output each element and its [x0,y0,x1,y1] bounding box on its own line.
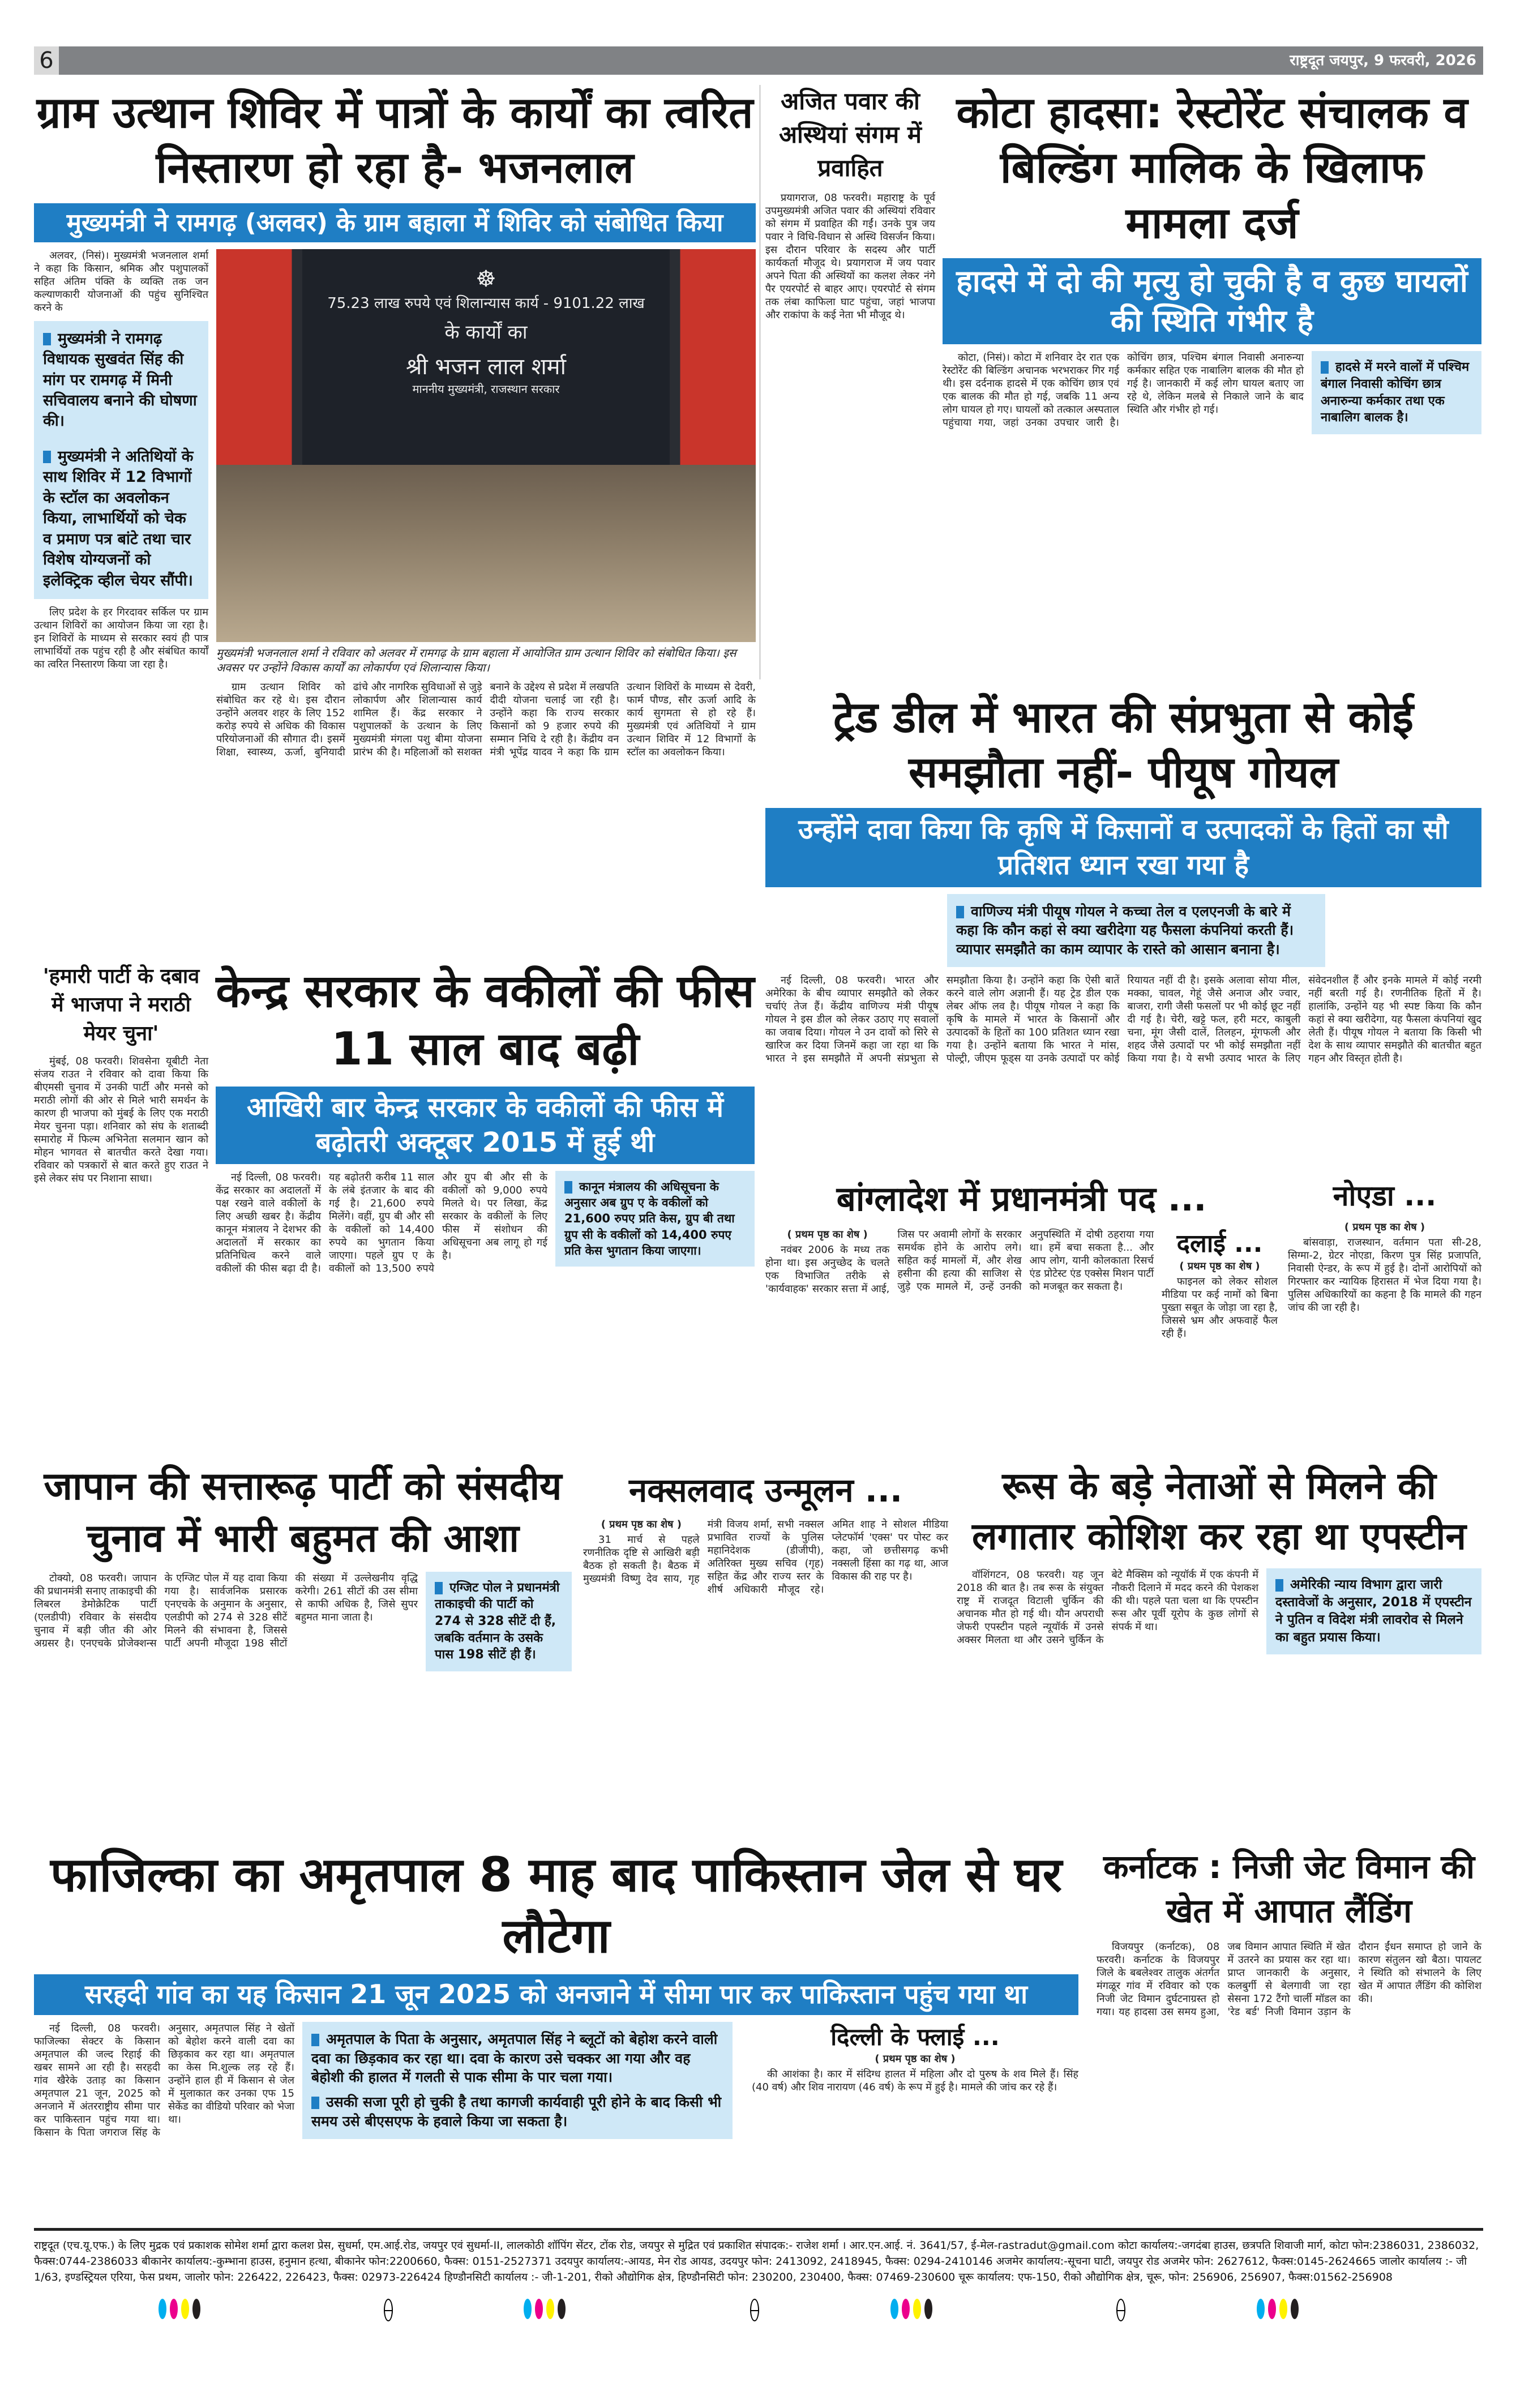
story2-body: प्रयागराज, 08 फरवरी। महाराष्ट्र के पूर्व उपमुख्यमंत्री अजित पवार की अस्थियां रविवार को संगम में प्रवाहित की गईं। उनके पुत्र जय पवार ने विधि-विधान से अस्थि विसर्जन किया। इस दौरान परिवार के सदस्य और पार्टी कार्यकर्ता मौजूद थे। प्रयागराज में जय पवार अपने पिता की अस्थियों का कलश लेकर नंगे पैर एयरपोर्ट से बाहर आए। एयरपोर्ट से संगम तक लंबा काफिला घाट पहुंचा, जहां भाजपा और राकांपा के कई नेता भी मौजूद थे। [765,192,935,322]
bullet-icon [43,333,51,345]
story2 [765,85,935,322]
story13-highlight-box: अमृतपाल के पिता के अनुसार, अमृतपाल सिंह ने ब्लूटों को बेहोश करने वाली दवा का छिड़काव कर रहा था। दवा के कारण उसे चक्कर आ गया और वह बेहोशी की हालत में गलती से पाक सीमा के पार चला गया। उसकी सजा पूरी हो चुकी है तथा कागजी कार्यवाही पूरी होने के बाद किसी भी समय उसे बीएसएफ के हवाले किया जा सकता है। [302,2022,733,2139]
story13-deck: सरहदी गांव का यह किसान 21 जून 2025 को अनजाने में सीमा पार कर पाकिस्तान पहुंच गया था [34,1974,1078,2015]
story13 [34,1845,1078,2139]
story6-body: नई दिल्ली, 08 फरवरी। केंद्र सरकार का अदालतों में पक्ष रखने वाले वकीलों के लिए अच्छी खबर है। केंद्रीय कानून मंत्रालय ने देशभर की अदालतों में सरकार का प्रतिनिधित्व करने वाले वकीलों की फीस बढ़ा दी है। यह बढ़ोतरी करीब 11 साल के लंबे इंतजार के बाद की गई है। 21,600 रुपये मिलेंगे। वहीं, ग्रुप बी और सी के वकीलों को 14,400 रुपये का भुगतान किया जाएगा। पहले ग्रुप ए के वकीलों को 13,500 रुपये और ग्रुप बी और सी के वकीलों को 9,000 रुपये मिलते थे। पर लिखा, केंद्र सरकार के वकीलों के लिए फीस में संशोधन की अधिसूचना अब लागू हो गई है। [216,1171,547,1274]
emblem-icon: ☸ [476,266,496,292]
story7 [765,1178,1278,1340]
story4-highlight-box: वाणिज्य मंत्री पीयूष गोयल ने कच्चा तेल व एलएनजी के बारे में कहा कि कौन कहां से क्या खरीदेगा यह फैसला कंपनियां करती हैं। व्यापार समझौते का काम व्यापार के रास्ते को आसान बनाना है। [947,894,1325,967]
story6-highlight-box: कानून मंत्रालय की अधिसूचना के अनुसार अब ग्रुप ए के वकीलों को 21,600 रुपए प्रति केस, ग्रुप बी तथा ग्रुप सी के वकीलों को 14,400 रुपए प्रति केस भुगतान किया जाएगा। [555,1171,755,1267]
color-registration-marks [524,2299,566,2319]
story7-headline: बांग्लादेश में प्रधानमंत्री पद ... [836,1179,1207,1219]
bullet-icon [311,2097,319,2109]
story12-headline: रूस के बड़े नेताओं से मिलने की लगातार कोशिश कर रहा था एपस्टीन [972,1464,1466,1559]
story5 [34,963,208,1185]
story1-highlight-box: मुख्यमंत्री ने रामगढ़ विधायक सुखवंत सिंह की मांग पर रामगढ़ में मिनी सचिवालय बनाने की घोषणा की। मुख्यमंत्री ने अतिथियों के साथ शिविर में 12 विभागों के स्टॉल का अवलोकन किया, लाभार्थियों को चेक व प्रमाण पत्र बांटे तथा चार विशेष योग्यजनों को इलेक्ट्रिक व्हील चेयर सौंपी। [34,321,208,599]
story1-body: ग्राम उत्थान शिविर को संबोधित कर रहे थे। इस दौरान उन्होंने अलवर शहर के लिए 152 करोड़ रुपये से अधिक की विकास परियोजनाओं की सौगात दी। इसमें शिक्षा, स्वास्थ्य, ऊर्जा, बुनियादी ढांचे और नागरिक सुविधाओं से जुड़े लोकार्पण और शिलान्यास कार्य शामिल हैं। केंद्र सरकार ने पशुपालकों के उत्थान के लिए मुख्यमंत्री मंगला पशु बीमा योजना प्रारंभ की है। महिलाओं को सशक्त बनाने के उद्देश्य से प्रदेश में लखपति दीदी योजना चलाई जा रही है। उन्होंने कहा कि राज्य सरकार किसानों को 9 हजार रुपये की सम्मान निधि दे रही है। केंद्रीय वन मंत्री भूपेंद्र यादव ने कहा कि ग्राम उत्थान शिविरों के माध्यम से देवरी, फार्म पौण्ड, सौर ऊर्जा आदि के कार्य सुगमता से हो रहे हैं। मुख्यमंत्री एवं अतिथियों ने ग्राम उत्थान शिविर में 12 विभागों के स्टॉल का अवलोकन किया। [216,681,756,758]
story3-headline: कोटा हादसा: रेस्टोरेंट संचालक व बिल्डिंग मालिक के खिलाफ मामला दर्ज [956,87,1468,248]
story8-headline: दलाई ... [1176,1229,1263,1258]
bullet-icon [435,1582,443,1594]
color-registration-marks [890,2299,932,2319]
story1-photo-caption: मुख्यमंत्री भजनलाल शर्मा ने रविवार को अलवर में रामगढ़ के ग्राम बहाला में आयोजित ग्राम उत्थान शिविर को संबोधित किया। इस अवसर पर उन्होंने विकास कार्यों का लोकार्पण एवं शिलान्यास किया। [216,645,736,674]
story14-headline: दिल्ली के फ्लाई ... [830,2022,1000,2051]
story5-body: मुंबई, 08 फरवरी। शिवसेना यूबीटी नेता संजय राउत ने रविवार को दावा किया कि बीएमसी चुनाव में उनकी पार्टी और मनसे को मराठी लोगों की ओर से मिले भारी समर्थन के कारण ही भाजपा को मुंबई के लिए एक मराठी मेयर चुनना पड़ा। शनिवार को संघ के शताब्दी समारोह में फिल्म अभिनेता सलमान खान को मोहन भागवत से बातचीत करते देखा गया। रविवार को पत्रकारों से बात करते हुए राउत ने इसे लेकर संघ पर निशाना साधा। [34,1055,208,1185]
story4-body: नई दिल्ली, 08 फरवरी। भारत और अमेरिका के बीच व्यापार समझौते को लेकर चर्चाएं तेज हैं। केंद्रीय वाणिज्य मंत्री पीयूष गोयल ने इस डील को लेकर उठाए गए सवालों का जवाब दिया। गोयल ने उन दावों को सिरे से खारिज कर दिया जिनमें कहा जा रहा था कि भारत ने इस समझौते में अपनी संप्रभुता से समझौता किया है। उन्होंने कहा कि ऐसी बातें करने वाले लोग अज्ञानी हैं। यह ट्रेड डील एक लेबर ऑफ लव है। पीयूष गोयल ने कहा कि कृषि के मामले में भारत के किसानों और उत्पादकों के हितों का 100 प्रतिशत ध्यान रखा गया है। उन्होंने बताया कि भारत ने मांस, पोल्ट्री, जीएम फूड्स या उनके उत्पादों पर कोई रियायत नहीं दी है। इसके अलावा सोया मील, मक्का, चावल, गेहूं जैसे अनाज और ज्वार, बाजरा, रागी जैसी फसलों पर भी कोई छूट नहीं दी गई है। चेरी, खट्टे फल, हरी मटर, काबुली चना, मूंग जैसी दालें, तिलहन, मूंगफली और शहद जैसे उत्पादों पर भी कोई समझौता नहीं किया गया है। ये सभी उत्पाद भारत के लिए संवेदनशील हैं और इनके मामले में कोई नरमी नहीं बरती गई है। रणनीतिक हितों में है। हालांकि, उन्होंने यह भी स्पष्ट किया कि कौन कहां से क्या खरीदेगा, यह फैसला कंपनियां खुद लेती हैं। पीयूष गोयल ने बताया कि किसी भी देश के साथ व्यापार समझौते की बातचीत बहुत गहन और विस्तृत होती है। [765,974,1481,1064]
page-header-bar [34,46,1483,75]
page-number: 6 [34,46,59,75]
story10-headline: जापान की सत्तारूढ़ पार्टी को संसदीय चुनाव में भारी बहुमत की आशा [44,1464,562,1561]
story13-body: नई दिल्ली, 08 फरवरी। फाजिल्का सेक्टर के किसान अमृतपाल की जल्द रिहाई की खबर सामने आ रही है। सरहदी गांव खैरेके उताड़ का किसान अमृतपाल 21 जून, 2025 को अनजाने में अंतरराष्ट्रीय सीमा पार कर पाकिस्तान पहुंच गया था। किसान के पिता जगराज सिंह के अनुसार, अमृतपाल सिंह ने खेतों को बेहोश करने वाली दवा का छिड़काव कर रहा था। अमृतपाल का केस मि.शुल्क लड़ रहे हैं। उन्होंने हाल ही में किसान से जेल में मुलाकात कर उनका एफ 15 सेकेंड का वीडियो परिवार को भेजा था। [34,2022,294,2138]
bullet-icon [43,451,51,463]
story6-headline: केन्द्र सरकार के वकीलों की फीस 11 साल बाद बढ़ी [216,965,755,1076]
story1-left-body: लिए प्रदेश के हर गिरदावर सर्किल पर ग्राम उत्थान शिविरों का आयोजन किया जा रहा है। इन शिविरों के माध्यम से सरकार स्वयं ही पात्र लाभार्थियों तक पहुंच रही है और संबंधित कार्यों का त्वरित निस्तारण किया जा रहा है। [34,606,208,670]
story11 [583,1469,948,1596]
story2-headline: अजित पवार की अस्थियां संगम में प्रवाहित [778,87,922,182]
bullet-icon [564,1181,572,1194]
story9-headline: नोएडा ... [1333,1179,1437,1212]
story3 [943,85,1481,434]
story13-headline: फाजिल्का का अमृतपाल 8 माह बाद पाकिस्तान जेल से घर लौटेगा [50,1847,1063,1964]
story1-headline: ग्राम उत्थान शिविर में पात्रों के कार्यों का त्वरित निस्तारण हो रहा है- भजनलाल [36,87,753,193]
story11-body: ( प्रथम पृष्ठ का शेष ) 31 मार्च से पहले रणनीतिक दृष्टि से आखिरी बड़ी बैठक हो सकती है। बैठक में मुख्यमंत्री विष्णु देव साय, गृह मंत्री विजय शर्मा, सभी नक्सल प्रभावित राज्यों के पुलिस महानिदेशक (डीजीपी), अतिरिक्त मुख्य सचिव (गृह) सहित केंद्र और राज्य स्तर के शीर्ष अधिकारी मौजूद रहे। अमित शाह ने सोशल मीडिया प्लेटफॉर्म 'एक्स' पर पोस्ट कर कहा, जो छत्तीसगढ़ कभी नक्सली हिंसा का गढ़ था, आज विकास की राह पर है। [583,1519,948,1596]
print-line-imprint: राष्ट्रदूत (एच.यू.एफ.) के लिए मुद्रक एवं प्रकाशक सोमेश शर्मा द्वारा कलश प्रेस, सुधर्मा, एम.आई.रोड, जयपुर एवं सुधर्मा-II, लालकोठी शॉपिंग सेंटर, टोंक रोड, जयपुर से मुद्रित एवं प्रकाशित संपादक:- राजेश शर्मा । आर.एन.आई. नं. 3641/57, ई-मेल-rastradut@gmail.com कोटा कार्यालय:-जगदंबा हाउस, छत्रपति शिवाजी मार्ग, कोटा फोन:2386031, 2386032, फैक्स:0744-2386033 बीकानेर कार्यालय:-कुम्भाना हाउस, हनुमान हत्था, बीकानेर फोन:2200660, फैक्स: 0151-2527371 उदयपुर कार्यालय:-आयड, मेन रोड आयड, उदयपुर फोन: 2413092, 2418945, फैक्स: 0294-2410146 अजमेर कार्यालय:-सूचना घाटी, जयपुर रोड अजमेर फोन: 2627612, फैक्स:0145-2624665 जालोर कार्यालय :- जी 1/63, इण्डस्ट्रियल एरिया, फेस प्रथम, जालोर फोन: 226422, 226423, फैक्स: 02973-226424 हिण्डौनसिटी कार्यालय :- जी-1-201, रीको औद्योगिक क्षेत्र, हिण्डौनसिटी फोन: 230200, 230400, फैक्स: 07469-230600 चूरू कार्यालय: एफ-150, रीको औद्योगिक क्षेत्र, चूरू, फोन: 256906, 256907, फैक्स:01562-256908 [34,2239,1479,2283]
story4-deck: उन्होंने दावा किया कि कृषि में किसानों व उत्पादकों के हितों का सौ प्रतिशत ध्यान रखा गया है [765,808,1481,887]
inauguration-plaque: ☸ 75.23 लाख रुपये एवं शिलान्यास कार्य - 9101.22 लाख के कार्यों का श्री भजन लाल शर्मा माननीय मुख्यमंत्री, राजस्थान सरकार [302,249,669,465]
story15-headline: कर्नाटक : निजी जेट विमान की खेत में आपात लैंडिंग [1103,1847,1475,1931]
story5-headline: 'हमारी पार्टी के दबाव में भाजपा ने मराठी मेयर चुना' [42,965,200,1045]
story8 [1162,1228,1278,1340]
color-registration-marks [1257,2299,1299,2319]
bullet-icon [311,2034,319,2046]
story1-deck: मुख्यमंत्री ने रामगढ़ (अलवर) के ग्राम बहाला में शिविर को संबोधित किया [34,203,756,242]
story15-body: विजयपुर (कर्नाटक), 08 फरवरी। कर्नाटक के विजयपुर जिले के बबलेश्वर तालुक अंतर्गत मंगळूर गांव में रविवार को एक निजी जेट विमान दुर्घटनाग्रस्त हो गया। यह हादसा उस समय हुआ, जब विमान आपात स्थिति में खेत में उतरने का प्रयास कर रहा था। प्राप्त जानकारी के अनुसार, कलबुर्गी से बेलगावी जा रहा सेसना 172 टैंगो चार्ली मॉडल का 'रेड बर्ड' निजी विमान उड़ान के दौरान ईंधन समाप्त हो जाने के कारण संतुलन खो बैठा। पायलट ने स्थिति को संभालने के लिए खेत में आपात लैंडिंग की कोशिश की। [1097,1940,1481,2018]
story10-highlight-box: एग्जिट पोल ने प्रधानमंत्री ताकाइची की पार्टी को 274 से 328 सीटें दी हैं, जबकि वर्तमान के उसके पास 198 सीटें ही हैं। [426,1572,572,1671]
story9 [1288,1178,1481,1314]
dignitaries-group [216,465,756,641]
bullet-icon [956,906,964,918]
story12 [957,1461,1481,1654]
story10 [34,1461,572,1671]
story6 [216,963,755,1275]
story6-deck: आखिरी बार केन्द्र सरकार के वकीलों की फीस में बढ़ोतरी अक्टूबर 2015 में हुई थी [216,1087,755,1164]
story15 [1097,1845,1481,2018]
bullet-icon [1321,361,1329,374]
dateline: राष्ट्रदूत जयपुर, 9 फरवरी, 2026 [1290,52,1476,69]
bullet-icon [1275,1579,1283,1592]
story14 [740,2022,1078,2094]
story1-photo [216,249,756,642]
story4-headline: ट्रेड डील में भारत की संप्रभुता से कोई समझौता नहीं- पीयूष गोयल [833,692,1414,798]
story1-lead: अलवर, (निसं)। मुख्यमंत्री भजनलाल शर्मा ने कहा कि किसान, श्रमिक और पशुपालकों सहित अंतिम पंक्ति के व्यक्ति तक जन कल्याणकारी योजनाओं की पहुंच सुनिश्चित करने के [34,249,208,314]
story10-body: टोक्यो, 08 फरवरी। जापान की प्रधानमंत्री सनाए ताकाइची की लिबरल डेमोक्रेटिक पार्टी (एलडीपी) रविवार के संसदीय चुनाव में बड़ी जीत की ओर अग्रसर है। एनएचके प्रोजेक्शन्स के एग्जिट पोल में यह दावा किया गया है। सार्वजनिक प्रसारक एनएचके के अनुमान के अनुसार, एलडीपी को 274 से 328 सीटें मिलने की संभावना है, जिससे पार्टी अपनी मौजूदा 198 सीटों की संख्या में उल्लेखनीय वृद्धि करेगी। 261 सीटों की उस सीमा से काफी अधिक है, जिसे सुपर बहुमत माना जाता है। [34,1572,418,1649]
story3-deck: हादसे में दो की मृत्यु हो चुकी है व कुछ घायलों की स्थिति गंभीर है [943,258,1481,344]
footer-rule [34,2228,1483,2231]
registration-crosshair-icon [384,2299,393,2321]
color-registration-marks [159,2299,200,2319]
story11-headline: नक्सलवाद उन्मूलन ... [629,1471,902,1509]
story9-body: ( प्रथम पृष्ठ का शेष ) बांसवाड़ा, राजस्थान, वर्तमान पता सी-28, सिग्मा-2, ग्रेटर नोएडा, किरण पुत्र सिंह प्रजापति, निवासी ऐन्डर, के रूप में हुई है। दोनों आरोपियों को गिरफ्तार कर न्यायिक हिरासत में भेज दिया गया है। पुलिस अधिकारियों का कहना है कि मामले की गहन जांच की जा रही है। [1288,1221,1481,1314]
story4 [765,690,1481,1065]
story14-body: ( प्रथम पृष्ठ का शेष ) की आशंका है। कार में संदिग्ध हालत में महिला और दो पुरुष के शव मिले हैं। सिंह (40 वर्ष) और शिव नारायण (46 वर्ष) के रूप में हुई है। मामले की जांच कर रहे हैं। [752,2052,1078,2093]
story12-highlight-box: अमेरिकी न्याय विभाग द्वारा जारी दस्तावेजों के अनुसार, 2018 में एपस्टीन ने पुतिन व विदेश मंत्री लावरोव से मिलने का बहुत प्रयास किया। [1266,1568,1481,1654]
story7-body: ( प्रथम पृष्ठ का शेष ) नवंबर 2006 के मध्य तक होना था। इस अनुच्छेद के चलते एक विभाजित तरीके से 'कार्यवाहक' सरकार सत्ता में आई, जिस पर अवामी लोगों के सरकार समर्थक होने के आरोप लगे। सहित कई मामलों में, और शेख हसीना की हत्या की साजिश से जुड़े एक मामले में, उन्हें उनकी अनुपस्थिति में दोषी ठहराया गया था। हमें बचा सकता है... और आप लोग, यानी कोलकाता रिसर्च एंड प्रोटेस्ट एंड एक्सेस मिशन पार्टी को मजबूत कर सकता है। [765,1228,1154,1295]
registration-crosshair-icon [750,2299,759,2321]
story12-body: वॉशिंगटन, 08 फरवरी। यह जून 2018 की बात है। तब रूस के संयुक्त राष्ट्र में राजदूत विटाली चुर्किन की अचानक मौत हो गई थी। यौन अपराधी जेफरी एपस्टीन पहले न्यूयॉर्क में उनसे अक्सर मिलता था और उसने चुर्किन के बेटे मैक्सिम को न्यूयॉर्क में एक कंपनी में नौकरी दिलाने में मदद करने की पेशकश की थी। पहले पता चला था कि एपस्टीन रूस और पूर्वी यूरोप के कुछ लोगों से संपर्क में था। [957,1569,1258,1646]
registration-crosshair-icon [1116,2299,1125,2321]
story3-body: कोटा, (निसं)। कोटा में शनिवार देर रात एक रेस्टोरेंट की बिल्डिंग अचानक भरभराकर गिर गई थी। इस दर्दनाक हादसे में एक कोचिंग छात्र एवं एक बालक की मौत हो गई, जबकि 11 अन्य लोग घायल हो गए। घायलों को तत्काल अस्पताल पहुंचाया गया, जहां उनका उपचार जारी है। कोचिंग छात्र, पश्चिम बंगाल निवासी अनारुन्या कर्मकार सहित एक नाबालिग बालक की मौत हो गई है। जानकारी में कई लोग घायल बताए जा रहे थे, लेकिन मलबे से निकाले जाने के बाद स्थिति और गंभीर हो गई। [943,352,1304,429]
story3-highlight-box: हादसे में मरने वालों में पश्चिम बंगाल निवासी कोचिंग छात्र अनारुन्या कर्मकार तथा एक नाबालिग बालक है। [1312,351,1481,434]
story1 [34,85,756,759]
story8-body: ( प्रथम पृष्ठ का शेष ) फाइनल को लेकर सोशल मीडिया पर कई नामों को बिना पुख्ता सबूत के जोड़ा जा रहा है, जिससे भ्रम और अफवाहें फैल रही हैं। [1162,1260,1278,1340]
